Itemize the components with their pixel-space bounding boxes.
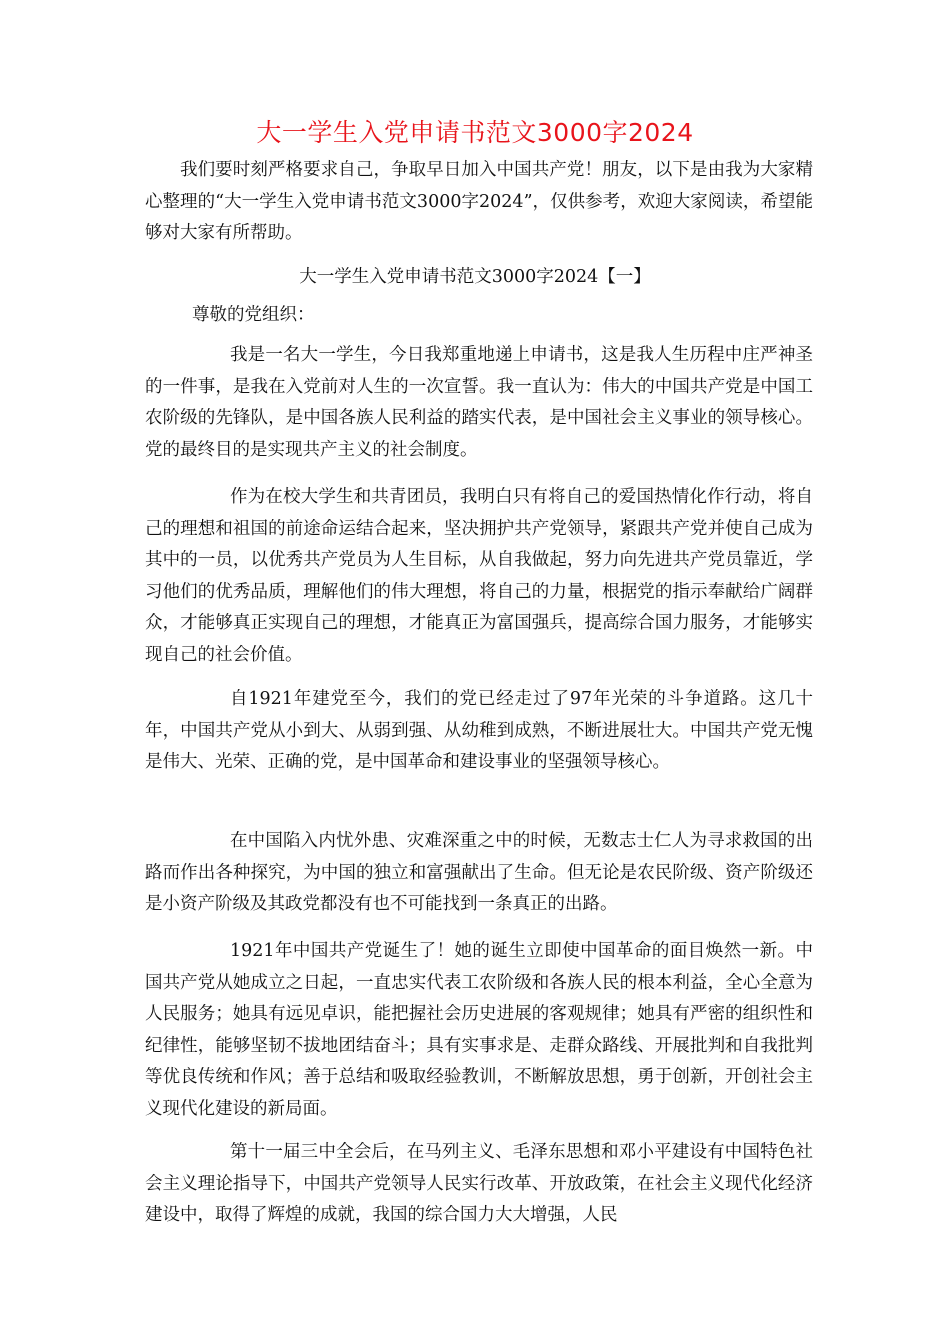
section-heading: 大一学生入党申请书范文3000字2024【一】 xyxy=(299,267,651,287)
body-paragraph-3: 自1921年建党至今，我们的党已经走过了97年光荣的斗争道路。这几十年，中国共产党从小到大、从弱到强、从幼稚到成熟，不断进展壮大。中国共产党无愧是伟大、光荣、正确的党，是中国革命和建设事业的坚强领导核心。 xyxy=(145,689,813,772)
body-paragraph-5: 1921年中国共产党诞生了！她的诞生立即使中国革命的面目焕然一新。中国共产党从她成立之日起，一直忠实代表工农阶级和各族人民的根本利益，全心全意为人民服务；她具有远见卓识，能把握社会历史进展的客观规律；她具有严密的组织性和纪律性，能够坚韧不拔地团结奋斗；具有实事求是、走群众路线、开展批判和自我批判等优良传统和作风；善于总结和吸取经验教训，不断解放思想，勇于创新，开创社会主义现代化建设的新局面。 xyxy=(145,941,813,1119)
body-paragraph-1: 我是一名大一学生，今日我郑重地递上申请书，这是我人生历程中庄严神圣的一件事，是我在入党前对人生的一次宣誓。我一直认为：伟大的中国共产党是中国工农阶级的先锋队，是中国各族人民利益的踏实代表，是中国社会主义事业的领导核心。党的最终目的是实现共产主义的社会制度。 xyxy=(145,345,813,460)
document-title: 大一学生入党申请书范文3000字2024 xyxy=(256,118,694,147)
body-paragraph-2: 作为在校大学生和共青团员，我明白只有将自己的爱国热情化作行动，将自己的理想和祖国的前途命运结合起来，坚决拥护共产党领导，紧跟共产党并使自己成为其中的一员，以优秀共产党员为人生目标，从自我做起，努力向先进共产党员靠近，学习他们的优秀品质，理解他们的伟大理想，将自己的力量，根据党的指示奉献给广阔群众，才能够真正实现自己的理想，才能真正为富国强兵，提高综合国力服务，才能够实现自己的社会价值。 xyxy=(145,487,813,665)
body-paragraph-6: 第十一届三中全会后，在马列主义、毛泽东思想和邓小平建设有中国特色社会主义理论指导下，中国共产党领导人民实行改革、开放政策，在社会主义现代化经济建设中，取得了辉煌的成就，我国的综合国力大大增强，人民 xyxy=(145,1142,813,1225)
intro-paragraph: 我们要时刻严格要求自己，争取早日加入中国共产党！朋友，以下是由我为大家精心整理的“大一学生入党申请书范文3000字2024”，仅供参考，欢迎大家阅读，希望能够对大家有所帮助。 xyxy=(145,160,813,243)
salutation: 尊敬的党组织： xyxy=(192,305,315,325)
body-paragraph-4: 在中国陷入内忧外患、灾难深重之中的时候，无数志士仁人为寻求救国的出路而作出各种探究，为中国的独立和富强献出了生命。但无论是农民阶级、资产阶级还是小资产阶级及其政党都没有也不可能找到一条真正的出路。 xyxy=(145,831,813,914)
